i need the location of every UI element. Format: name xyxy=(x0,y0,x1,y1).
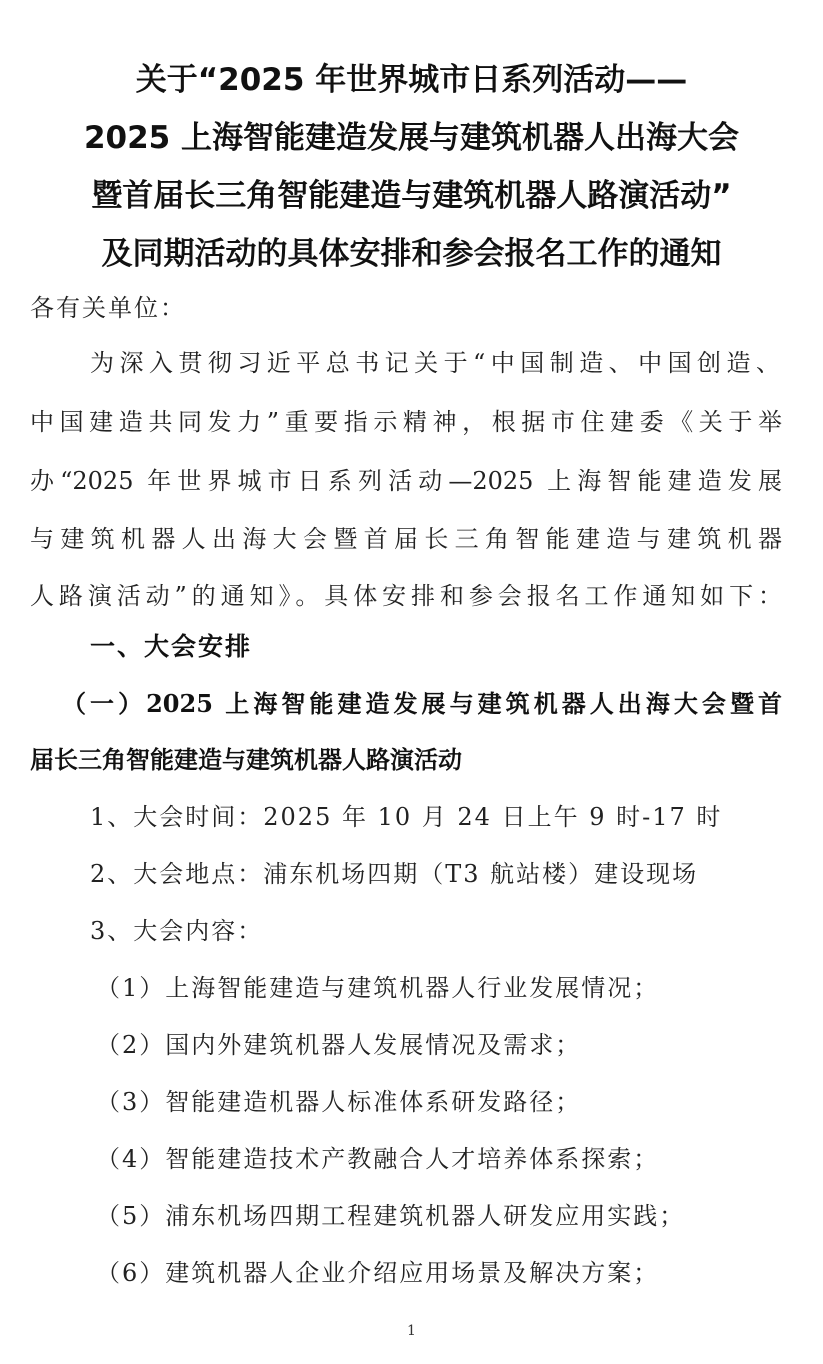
title-line-4: 及同期活动的具体安排和参会报名工作的通知 xyxy=(101,236,722,272)
title-line-1: 关于“2025 年世界城市日系列活动—— xyxy=(135,62,688,98)
content-item: （2）国内外建筑机器人发展情况及需求； xyxy=(96,1031,582,1059)
title-line-3: 暨首届长三角智能建造与建筑机器人路演活动” xyxy=(91,178,732,214)
intro-line-1: 为深入贯彻习近平总书记关于“中国制造、中国创造、 xyxy=(90,349,780,377)
intro-line-2: 中国建造共同发力”重要指示精神，根据市住建委《关于举 xyxy=(30,408,782,436)
list-item: 3、大会内容： xyxy=(90,917,264,945)
intro-line-4: 与建筑机器人出海大会暨首届长三角智能建造与建筑机器 xyxy=(30,525,782,553)
content-item: （4）智能建造技术产教融合人才培养体系探索； xyxy=(96,1145,660,1173)
intro-line-3: 办“2025 年世界城市日系列活动—2025 上海智能建造发展 xyxy=(30,467,782,495)
subsection-heading-line-2: 届长三角智能建造与建筑机器人路演活动 xyxy=(30,745,462,774)
content-item: （1）上海智能建造与建筑机器人行业发展情况； xyxy=(96,974,660,1002)
page-number: 1 xyxy=(407,1323,416,1339)
salutation: 各有关单位： xyxy=(30,294,186,322)
intro-line-5: 人路演活动”的通知》。具体安排和参会报名工作通知如下： xyxy=(30,582,782,610)
content-item: （3）智能建造机器人标准体系研发路径； xyxy=(96,1088,582,1116)
subsection-heading-line-1: （一）2025 上海智能建造发展与建筑机器人出海大会暨首 xyxy=(62,689,782,718)
section-heading: 一、大会安排 xyxy=(90,632,253,661)
content-item: （5）浦东机场四期工程建筑机器人研发应用实践； xyxy=(96,1202,686,1230)
list-item: 1、大会时间：2025 年 10 月 24 日上午 9 时-17 时 xyxy=(90,803,723,831)
title-line-2: 2025 上海智能建造发展与建筑机器人出海大会 xyxy=(83,120,740,156)
content-item: （6）建筑机器人企业介绍应用场景及解决方案； xyxy=(96,1259,660,1287)
list-item: 2、大会地点：浦东机场四期（T3 航站楼）建设现场 xyxy=(90,860,699,888)
